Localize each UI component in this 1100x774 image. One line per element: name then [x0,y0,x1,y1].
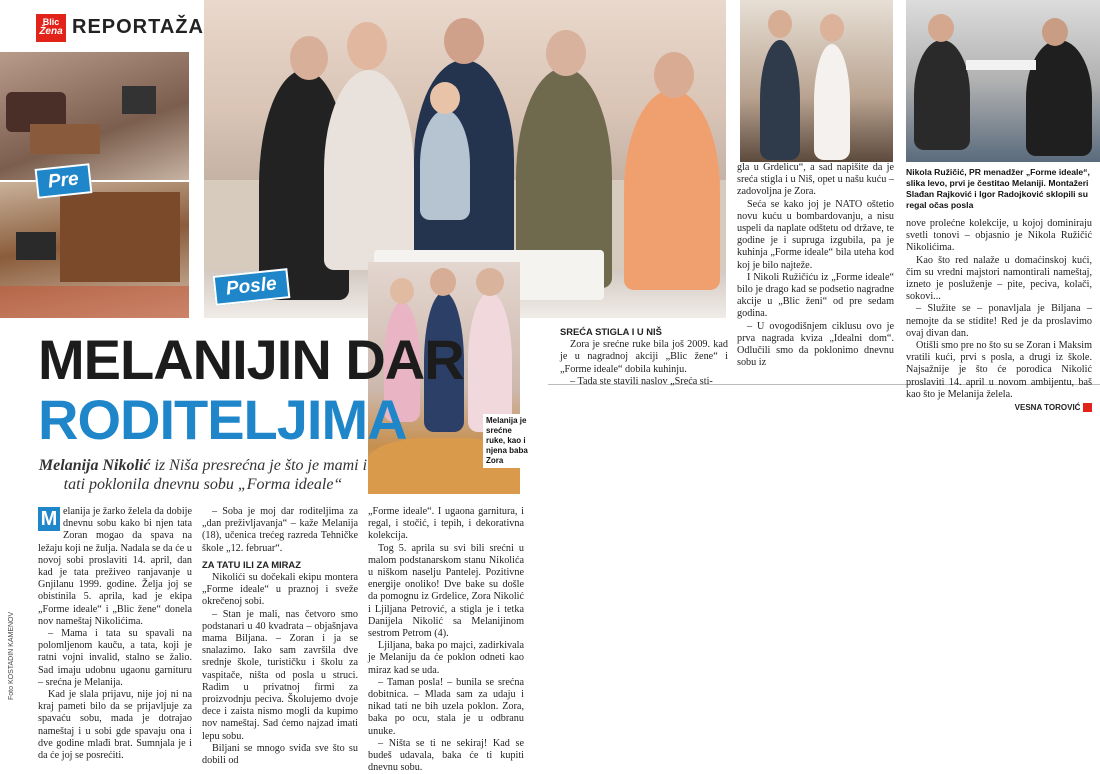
box-column-1: SREĆA STIGLA I U NIŠ Zora je srećne ruke bila još 2009. kad je u nagradnoj akciji „Blic žene“ i „Forme ideale“ dobila kuhinju. – Tada ste stavili naslov „Sreća sti- [560,326,728,387]
box-column-3: nove prolećne kolekcije, u kojoj dominiraju svetli tonovi – objasnio je Nikola Ružičić Nikolićima. Kao što red nalaže u domaćinskoj kući, čim su vredni majstori namontirali nameštaj, izneto je posluženje – pite, peciva, kolači, sokovi... – Služite se – ponavljala je Biljana – nemojte da se stidite! Red je da proslavimo ovaj divan dan. Otišli smo pre no što su se Zoran i Maksim vratili kući, prvi s posla, a drugi iz škole. Najsažnije je što će porodica Nikolić proslaviti 14. april u novom ambijentu, baš kao što je Melanija želela. VESNA TOROVIĆ [906,218,1092,413]
blic-zena-logo: Blic Žena [36,14,66,42]
box-column-2: gla u Grdelicu“, a sad napišite da je sreća stigla i u Niš, opet u našu kuću – zadovoljna je Zora. Seća se kako joj je NATO oštetio novu kuću u bombardovanju, a nisu uspeli da naplate odštetu od države, te godine je i supruga izgubila, pa je kuhinja „Forme ideale“ bila uteha kod koj je bilo najteže. I Nikoli Ružičiću iz „Forme ideale“ bilo je drago kad se podsetio nagradne akcije u „Blic ženi“ od pre sedam godina. – U ovogodišnjem ciklusu ovo je prva nagrada kviza „Idealni dom“. Odlučili smo da poklonimo dnevnu sobu iz [737,162,894,369]
author-signature: VESNA TOROVIĆ [1014,403,1081,413]
headline-line-2: RODITELJIMA [38,388,407,451]
end-mark [1083,403,1092,412]
stamp-before: Pre [35,163,92,199]
photo-room-before-2 [0,182,189,318]
article-subheading: ZA TATU ILI ZA MIRAZ [202,558,301,570]
caption-small-photo: Melanija je srećne ruke, kao i njena baba Zora [483,414,533,468]
dropcap: M [38,507,60,531]
photo-assemblers [906,0,1100,162]
box-subheading: SREĆA STIGLA I U NIŠ [560,326,662,337]
photo-pr-manager [740,0,893,162]
subheadline: Melanija Nikolić iz Niša presrećna je što je mami i tati poklonila dnevnu sobu „Forma ideale“ [38,457,368,493]
section-title: REPORTAŽA [72,16,204,38]
headline-line-1: MELANIJIN DAR [38,328,464,391]
article-column-2: – Soba je moj dar roditeljima za „dan preživljavanja“ – kaže Melanija (18), učenica trećeg razreda Tehničke škole „12. februar“. ZA TATU ILI ZA MIRAZ Nikolići su dočekali ekipu montera „Forme ideale“ u praznoj i sveže okrečenoj sobi. – Stan je mali, nas četvoro smo podstanari u 40 kvadrata – objašnjava mama Biljana. – Zoran i ja se snalazimo. Iako sam završila dve srednje škole, turističku i školu za vaspitače, ništa od posla u struci. Radim u privatnoj firmi za proizvodnju peciva. Školujemo dvoje dece i zaista nismo mogli da kupimo nov nameštaj. Sad ćemo najzad imati lepu sobu. Biljani se mnogo sviđa sve što su dobili od [202,506,358,767]
article-column-3: „Forme ideale“. I ugaona garnitura, i regal, i stočić, i tepih, i dekorativna kolekcija. Tog 5. aprila su svi bili srećni u malom podstanarskom stanu Nikolića u niškom naselju Pantelej. Pozitivne energije onoliko! Dve bake su došle da pomognu iz Grdelice, Zora Nikolić i Ljiljana Petrović, a stigla je i tetka Danijela Nikolić sa Melanijinom sestrom Petrom (4). Ljiljana, baka po majci, zadirkivala je Melaniju da će poklon odneti kao miraz kad se uda. – Taman posla! – bunila se srećna dobitnica. – Mlada sam za udaju i nikad tati ne bih uzela poklon. Zora, baka po ocu, stala je u odbranu unuke. – Ništa se ti ne sekiraj! Kad se budeš udavala, baka će ti kupiti dnevnu sobu. [368,506,524,774]
caption-right-photos: Nikola Ružičić, PR menadžer „Forme ideale“, slika levo, prvi je čestitao Melaniji. Montažeri Slađan Rajković i Igor Radojković sklopili su regal očas posla [906,167,1090,210]
photo-room-before-1 [0,52,189,180]
photo-credit: Foto KOSTADIN KAMENOV [8,611,15,700]
stamp-after: Posle [213,268,290,306]
article-column-1: M elanija je žarko želela da dobije dnevnu sobu kako bi njen tata Zoran mogao da spava na ležaju koji ne žulja. Nadala se da će u novoj sobi proslaviti 14. april, dan kad je tata preživeo ranjavanje u Gnjilanu 1999. godine. Želja joj se obistinila 5. aprila, kad je ekipa „Forme ideale“ i „Blic žene“ donela nov nameštaj Nikolićima. – Mama i tata su spavali na polomljenom kauču, a tata, koji je ratni vojni invalid, stalno se žalio. Sad imaju udobnu ugaonu garnituru – srećna je Melanija. Kad je slala prijavu, nije joj ni na kraj pameti bilo da se prijavljuje za spavaću sobu, mada je dotrajao nameštaj i u sobi gde spavaju ona i dve godine mlađi brat. Sumnjala je i da će joj se posrećiti. [38,506,192,762]
